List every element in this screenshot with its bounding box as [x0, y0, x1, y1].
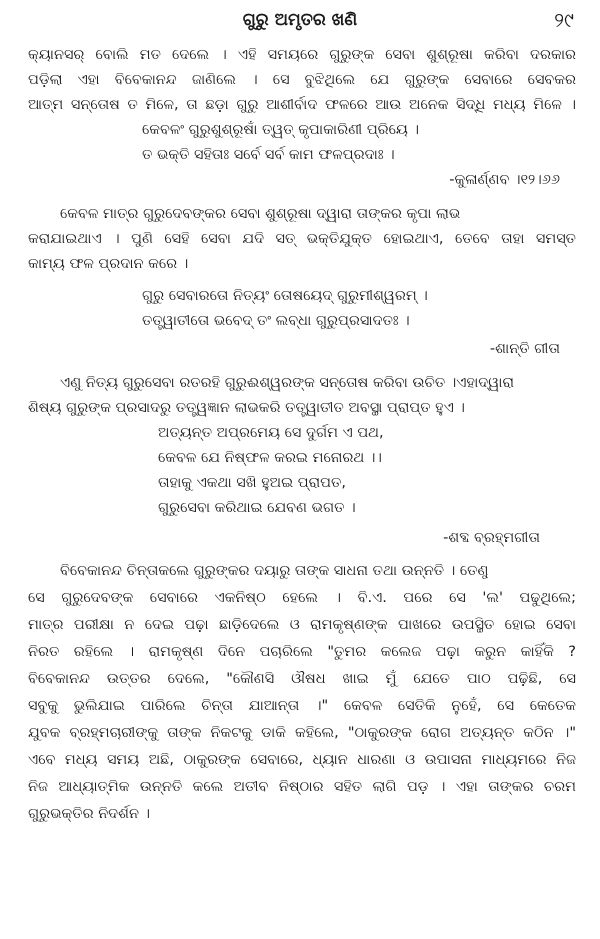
page-number: ୨୯ — [554, 8, 574, 32]
verse-line: ତାହାକୁ ଏକଥା ସଖି ହୁଅଇ ପ୍ରାପତ, — [158, 475, 346, 491]
paragraph-first-line: କେବଳ ମାତ୍ର ଗୁରୁଦେବଙ୍କର ସେବା ଶୁଶ୍ରୂଷା ଦ୍ୱାରା ତାଙ୍କର କୃପା ଲାଭ — [60, 206, 461, 222]
text-line: ବିବେକାନନ୍ଦ ଉତ୍ତର ଦେଲେ, "କୌଣସି ଔଷଧ ଖାଇ ମୁଁ ଯେତେ ପାଠ ପଢ଼ିଛି, ସେ — [28, 671, 576, 687]
verse-source: -ଶାନ୍ତି ଗୀତା — [489, 341, 560, 357]
page-title: ଗୁରୁ ଅମୃତର ଖଣି — [242, 10, 358, 30]
text-line: ସବୁକୁ ଭୁଲିଯାଇ ପାରିଲେ ଚିନ୍ତା ଯାଆନ୍ତା ।" କେବଳ ସେତିକି ନୁହେଁ, ସେ କେତେକ — [28, 698, 576, 714]
text-line: ନିରତ ରହିଲେ । ରାମକୃଷ୍ଣ ଦିନେ ପଚାରିଲେ "ତୁମର କଲେଜ ପଢ଼ା କରୁନ କାହିଁକି ? — [28, 644, 576, 660]
verse-line: ଗୁରୁ ସେବାରତୋ ନିତ୍ୟଂ ତୋଷୟେଦ୍ ଗୁରୁମୀଶ୍ୱରମ୍ । — [142, 288, 428, 304]
paragraph-first-line: ଏଣୁ ନିତ୍ୟ ଗୁରୁସେବା ରତରହି ଗୁରୁଈଶ୍ୱରଙ୍କ ସନ୍ତୋଷ କରିବା ଉଚିତ ।ଏହାଦ୍ୱାରା — [60, 375, 515, 391]
text-line: ଯୁବକ ବ୍ରହ୍ମଚାରୀଙ୍କୁ ତାଙ୍କ ନିକଟକୁ ଡାକି କହିଲେ, "ଠାକୁରଙ୍କ ରୋଗ ଅତ୍ୟନ୍ତ କଠିନ ।" — [28, 725, 576, 741]
text-line: ଗୁରୁଭକ୍ତିର ନିଦର୍ଶନ । — [28, 806, 151, 822]
text-line: ଶିଷ୍ୟ ଗୁରୁଙ୍କ ପ୍ରସାଦରୁ ତତ୍ତ୍ୱଜ୍ଞାନ ଲାଭକରି ତତ୍ତ୍ୱାତୀତ ଅବସ୍ଥା ପ୍ରାପ୍ତ ହୁଏ । — [28, 400, 465, 416]
text-line: ପଡ଼ିଲା ଏହା ବିବେକାନନ୍ଦ ଜାଣିଲେ । ସେ ବୁଝିଥିଲେ ଯେ ଗୁରୁଙ୍କ ସେବାରେ ସେବକର — [28, 72, 576, 88]
text-line: ମାତ୍ର ପରୀକ୍ଷା ନ ଦେଇ ପଢ଼ା ଛାଡ଼ିଦେଲେ ଓ ରାମକୃଷ୍ଣଙ୍କ ପାଖରେ ଉପସ୍ଥିତ ହୋଇ ସେବା — [28, 617, 576, 633]
text-line: ନିଜ ଆଧ୍ୟାତ୍ମିକ ଉନ୍ନତି କଲେ ଅତୀବ ନିଷ୍ଠାର ସହିତ ଲାଗି ପଡ଼ । ଏହା ତାଙ୍କର ଚରମ — [28, 779, 576, 795]
verse-source: -ଶବ୍ଦ ବ୍ରହ୍ମଗୀତା — [443, 530, 540, 546]
text-line: କ୍ୟାନସର୍ ବୋଲି ମତ ଦେଲେ । ଏହି ସମୟରେ ଗୁରୁଙ୍କ ସେବା ଶୁଶ୍ରୂଷା କରିବା ଦରକାର — [28, 47, 576, 63]
verse-line: ତତ୍ତ୍ୱାତୀତୋ ଭବେଦ୍ ତଂ ଲବ୍ଧା ଗୁରୁପ୍ରସାଦତଃ । — [142, 313, 410, 329]
paragraph-first-line: ବିବେକାନନ୍ଦ ଚିନ୍ତାକଲେ ଗୁରୁଙ୍କର ଦୟାରୁ ତାଙ୍କ ସାଧନା ତଥା ଉନ୍ନତି । ତେଣୁ — [60, 563, 489, 579]
text-line: କରାଯାଇଥାଏ । ପୁଣି ସେହି ସେବା ଯଦି ସତ୍ ଭକ୍ତିଯୁକ୍ତ ହୋଇଥାଏ, ତେବେ ତାହା ସମସ୍ତ — [28, 231, 576, 247]
verse-line: କେବଳ ଯେ ନିଷ୍ଫଳ କରଇ ମନୋରଥ ।। — [158, 450, 382, 466]
verse-source: -କୁଳାର୍ଣ୍ଣବ ।୧୨।୬୬ — [449, 172, 560, 188]
verse-line: ଗୁରୁସେବା କରିଥାଇ ଯେବଣ ଭଗତ । — [158, 500, 356, 516]
running-header — [0, 6, 600, 40]
text-line: ଆତ୍ମ ସନ୍ତୋଷ ତ ମିଳେ, ତା ଛଡ଼ା ଗୁରୁ ଆଶୀର୍ବାଦ ଫଳରେ ଆଉ ଅନେକ ସିଦ୍ଧି ମଧ୍ୟ ମିଳେ । — [28, 97, 576, 113]
verse-line: ତ ଭକ୍ତି ସହିତାଃ ସର୍ବେ ସର୍ବ କାମ ଫଳପ୍ରଦାଃ । — [142, 147, 395, 163]
text-line: କାମ୍ୟ ଫଳ ପ୍ରଦାନ କରେ । — [28, 256, 189, 272]
text-line: ଏବେ ମଧ୍ୟ ସମୟ ଅଛି, ଠାକୁରଙ୍କ ସେବାରେ, ଧ୍ୟାନ ଧାରଣା ଓ ଉପାସନା ମାଧ୍ୟମରେ ନିଜ — [28, 752, 576, 768]
verse-line: କେବଳଂ ଗୁରୁଶୁଶ୍ରୂଷାଁ ତ୍ୱତ୍ କୃପାକାରିଣୀ ପ୍ରିୟେ । — [142, 122, 420, 138]
text-line: ସେ ଗୁରୁଦେବଙ୍କ ସେବାରେ ଏକନିଷ୍ଠ ହେଲେ । ବି.ଏ. ପରେ ସେ 'ଲ' ପଢୁଥିଲେ; — [28, 590, 576, 606]
verse-line: ଅତ୍ୟନ୍ତ ଅପ୍ରମେୟ ସେ ଦୁର୍ଗମ ଏ ପଥ, — [158, 425, 384, 441]
